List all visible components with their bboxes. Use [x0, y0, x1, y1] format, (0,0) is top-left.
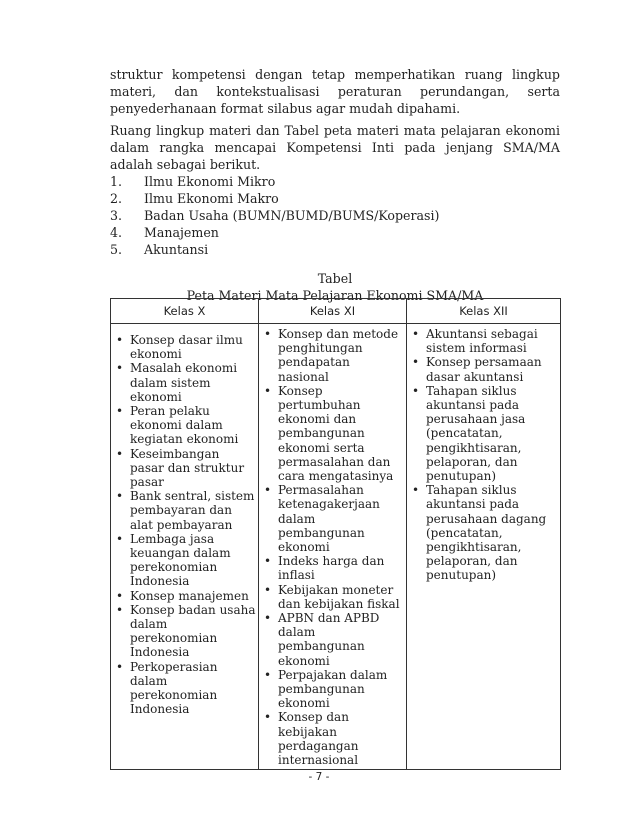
table-caption-title: Peta Materi Mata Pelajaran Ekonomi SMA/MA	[186, 288, 484, 303]
topic-list-item: • Peran pelaku ekonomi dalam kegiatan ekonomi	[113, 404, 256, 447]
cell-kelas-xi	[259, 324, 407, 770]
header-kelas-xii: Kelas XII	[407, 299, 561, 324]
materi-map-table	[110, 298, 561, 770]
intro-paragraph-2: Ruang lingkup materi dan Tabel peta materi mata pelajaran ekonomi dalam rangka mencapai Kompetensi Inti pada jenjang SMA/MA adalah sebagai berikut.	[110, 123, 560, 172]
scope-list-item: 1. Ilmu Ekonomi Mikro	[110, 174, 276, 189]
topic-list-item: • APBN dan APBD dalam pembangunan ekonomi	[261, 611, 404, 668]
cell-kelas-xii	[407, 324, 561, 770]
topic-list-item: • Konsep dasar ilmu ekonomi	[113, 333, 256, 361]
topic-list-item: • Tahapan siklus akuntansi pada perusahaan dagang (pencatatan, pengikhtisaran, pelaporan, dan penutupan)	[409, 483, 558, 582]
cell-kelas-x	[111, 324, 259, 770]
topic-list-item: • Akuntansi sebagai sistem informasi	[409, 327, 558, 355]
topic-list-item: • Tahapan siklus akuntansi pada perusahaan jasa (pencatatan, pengikhtisaran, pelaporan, dan penutupan)	[409, 384, 558, 483]
topic-list-item: • Konsep pertumbuhan ekonomi dan pembangunan ekonomi serta permasalahan dan cara mengatasinya	[261, 384, 404, 483]
intro-paragraph-1: struktur kompetensi dengan tetap memperhatikan ruang lingkup materi, dan kontekstualisasi peraturan perundangan, serta penyederhanaan format silabus agar mudah dipahami.	[110, 67, 560, 116]
header-kelas-xi: Kelas XI	[259, 299, 407, 324]
scope-list	[110, 173, 560, 258]
scope-list-item: 4. Manajemen	[110, 225, 219, 240]
topic-list-item: • Keseimbangan pasar dan struktur pasar	[113, 447, 256, 490]
kelas-xii-list	[409, 327, 558, 583]
topic-list-item: • Konsep dan kebijakan perdagangan internasional	[261, 710, 404, 767]
topic-list-item: • Perpajakan dalam pembangunan ekonomi	[261, 668, 404, 711]
scope-list-item: 3. Badan Usaha (BUMN/BUMD/BUMS/Koperasi)	[110, 208, 440, 223]
topic-list-item: • Indeks harga dan inflasi	[261, 554, 404, 582]
topic-list-item: • Masalah ekonomi dalam sistem ekonomi	[113, 361, 256, 404]
topic-list-item: • Lembaga jasa keuangan dalam perekonomian Indonesia	[113, 532, 256, 589]
scope-list-item: 5. Akuntansi	[110, 242, 209, 257]
page-number: - 7 -	[308, 771, 330, 783]
topic-list-item: • Permasalahan ketenagakerjaan dalam pembangunan ekonomi	[261, 483, 404, 554]
topic-list-item: • Konsep persamaan dasar akuntansi	[409, 355, 558, 383]
topic-list-item: • Perkoperasian dalam perekonomian Indonesia	[113, 660, 256, 717]
kelas-x-list	[113, 333, 256, 716]
topic-list-item: • Konsep badan usaha dalam perekonomian Indonesia	[113, 603, 256, 660]
topic-list-item: • Konsep dan metode penghitungan pendapatan nasional	[261, 327, 404, 384]
table-caption-label: Tabel	[317, 271, 353, 286]
header-kelas-x: Kelas X	[111, 299, 259, 324]
table-header-row	[111, 299, 561, 324]
scope-list-item: 2. Ilmu Ekonomi Makro	[110, 191, 279, 206]
topic-list-item: • Bank sentral, sistem pembayaran dan alat pembayaran	[113, 489, 256, 532]
topic-list-item: • Konsep manajemen	[113, 589, 256, 603]
table-row	[111, 324, 561, 770]
topic-list-item: • Kebijakan moneter dan kebijakan fiskal	[261, 583, 404, 611]
kelas-xi-list	[261, 327, 404, 767]
document-body	[110, 66, 560, 304]
